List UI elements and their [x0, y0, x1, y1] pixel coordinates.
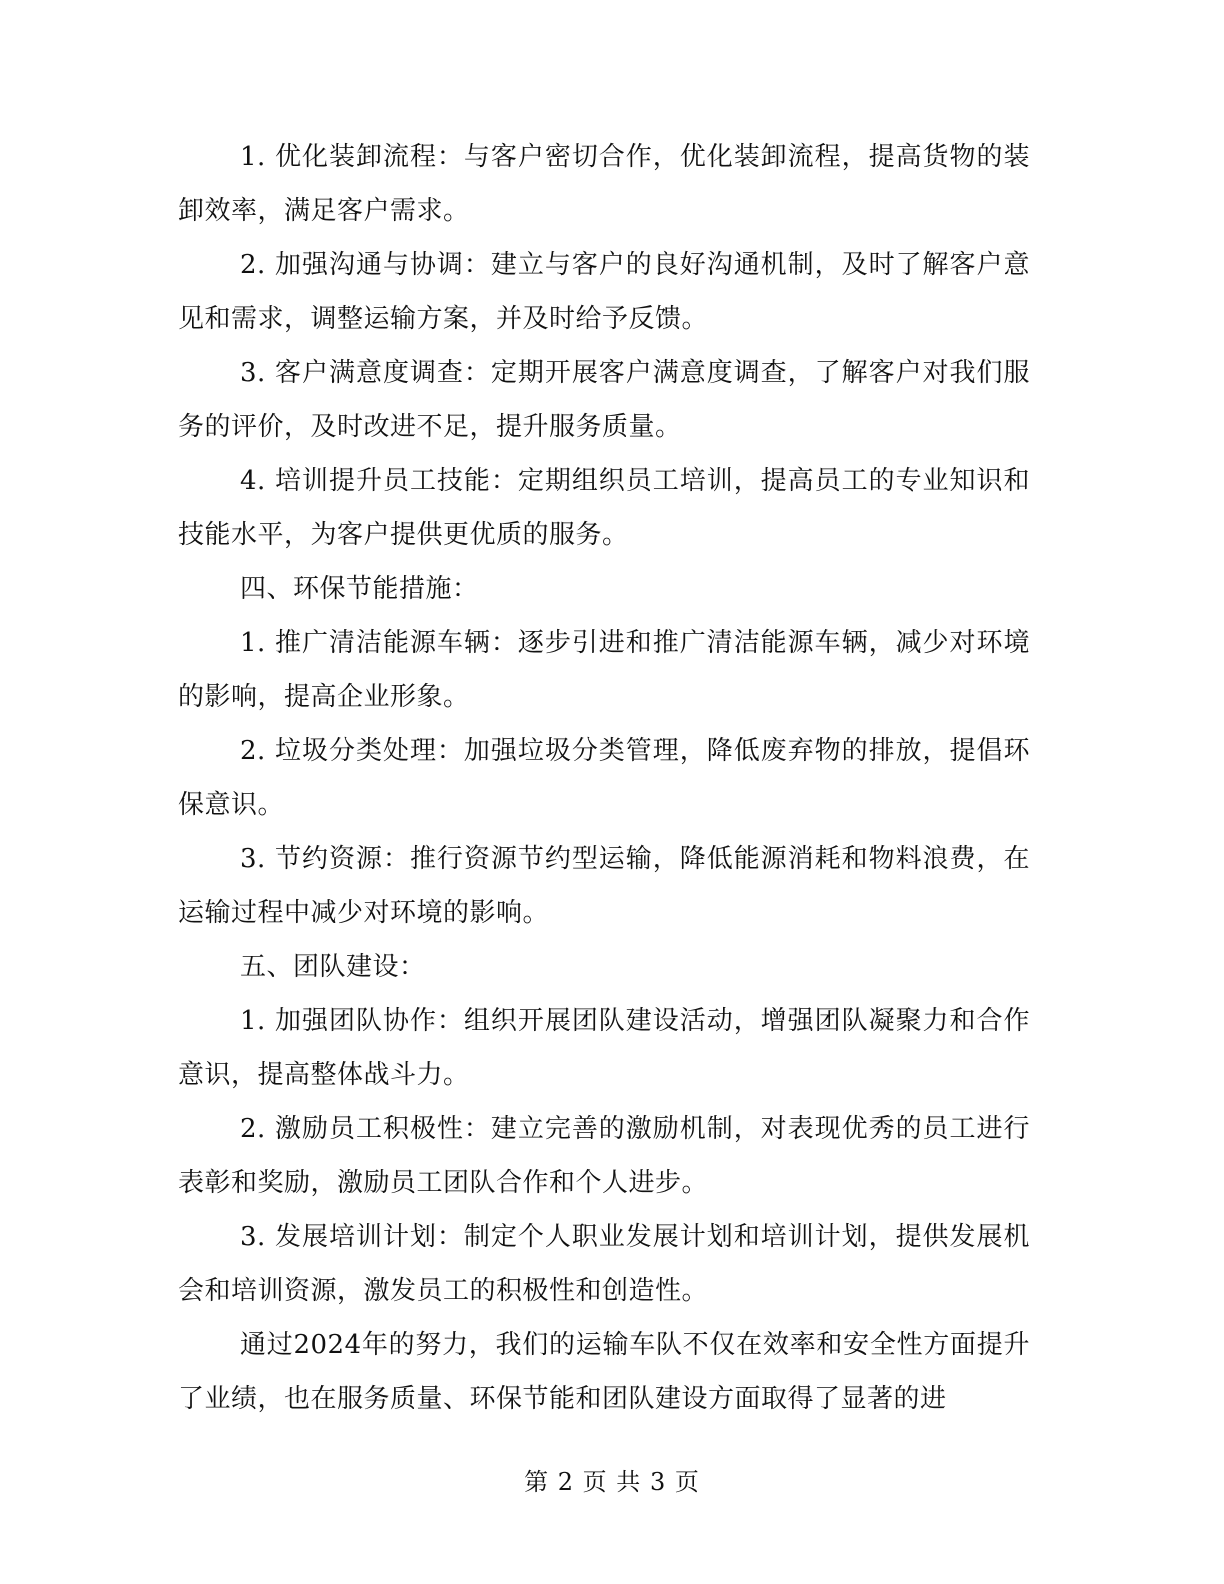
- paragraph-service-4: 4. 培训提升员工技能：定期组织员工培训，提高员工的专业知识和技能水平，为客户提供更优质的服务。: [178, 466, 1030, 550]
- paragraph-team-2: 2. 激励员工积极性：建立完善的激励机制，对表现优秀的员工进行表彰和奖励，激励员工团队合作和个人进步。: [178, 1114, 1030, 1198]
- paragraph-environment-2: 2. 垃圾分类处理：加强垃圾分类管理，降低废弃物的排放，提倡环保意识。: [178, 736, 1030, 820]
- paragraph-environment-3: 3. 节约资源：推行资源节约型运输，降低能源消耗和物料浪费，在运输过程中减少对环境的影响。: [178, 844, 1030, 928]
- paragraph-team-3: 3. 发展培训计划：制定个人职业发展计划和培训计划，提供发展机会和培训资源，激发员工的积极性和创造性。: [178, 1222, 1030, 1306]
- section-heading-environment: 四、环保节能措施：: [240, 574, 479, 604]
- paragraph-conclusion: 通过2024年的努力，我们的运输车队不仅在效率和安全性方面提升了业绩，也在服务质量、环保节能和团队建设方面取得了显著的进: [178, 1330, 1030, 1414]
- paragraph-service-1: 1. 优化装卸流程：与客户密切合作，优化装卸流程，提高货物的装卸效率，满足客户需求。: [178, 142, 1030, 226]
- paragraph-service-2: 2. 加强沟通与协调：建立与客户的良好沟通机制，及时了解客户意见和需求，调整运输方案，并及时给予反馈。: [178, 250, 1030, 334]
- page-number-footer: 第 2 页 共 3 页: [524, 1468, 700, 1496]
- section-heading-team: 五、团队建设：: [240, 952, 426, 982]
- page-body: [178, 130, 1030, 1426]
- paragraph-environment-1: 1. 推广清洁能源车辆：逐步引进和推广清洁能源车辆，减少对环境的影响，提高企业形象。: [178, 628, 1030, 712]
- paragraph-service-3: 3. 客户满意度调查：定期开展客户满意度调查，了解客户对我们服务的评价，及时改进不足，提升服务质量。: [178, 358, 1030, 442]
- paragraph-team-1: 1. 加强团队协作：组织开展团队建设活动，增强团队凝聚力和合作意识，提高整体战斗力。: [178, 1006, 1030, 1090]
